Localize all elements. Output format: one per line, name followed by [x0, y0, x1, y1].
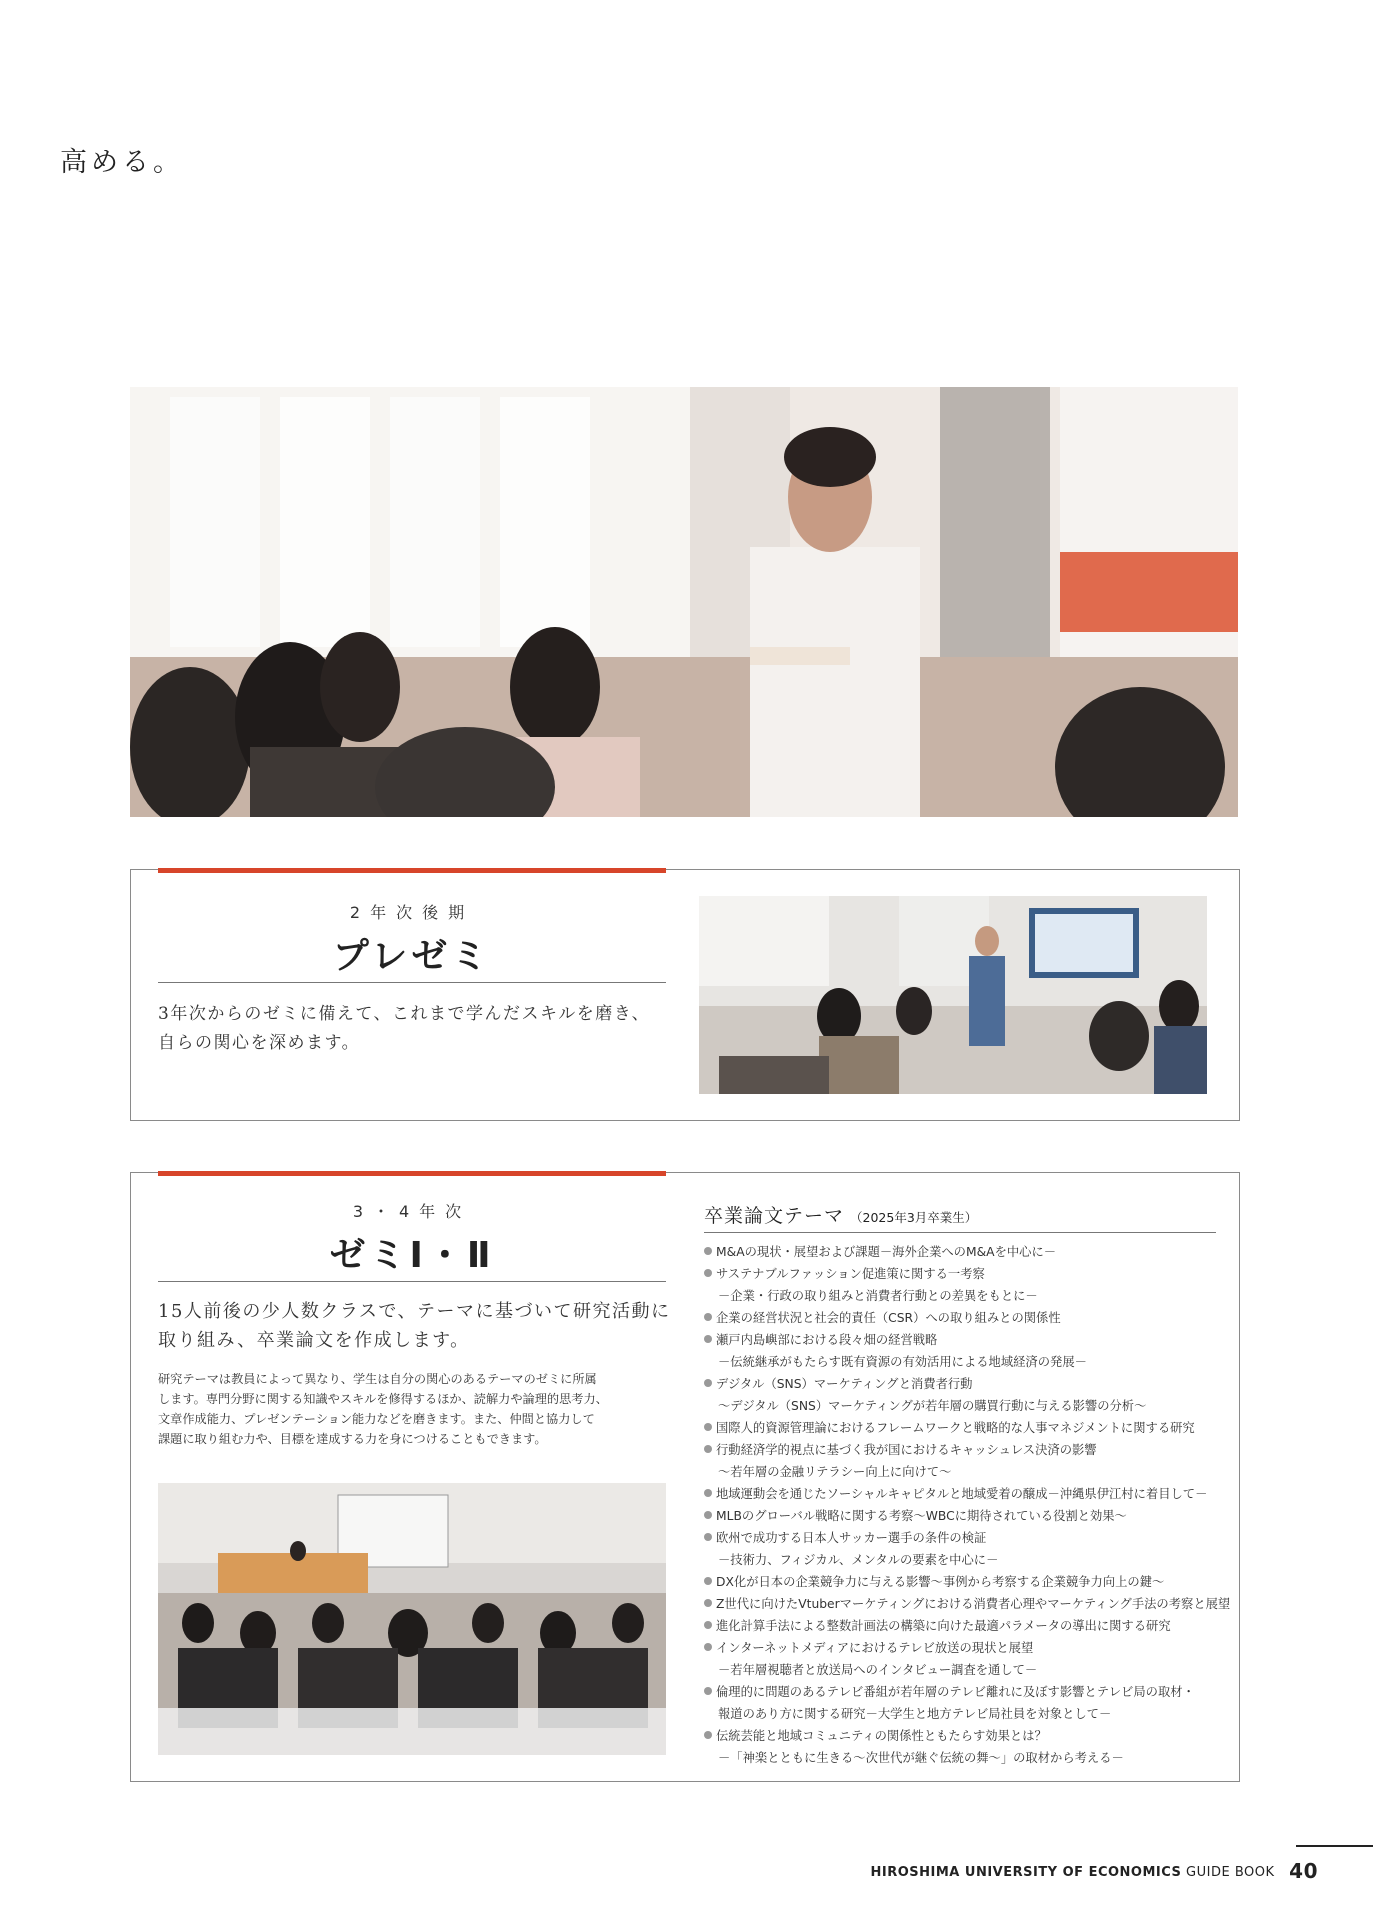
- seminar-photo: [158, 1483, 666, 1755]
- lead-line: 3年次からのゼミに備えて、これまで学んだスキルを磨き、: [158, 1004, 651, 1024]
- thesis-item: [704, 1527, 1216, 1571]
- thesis-item: [704, 1439, 1216, 1483]
- footer-rule: [1296, 1845, 1373, 1847]
- thesis-title: 伝統芸能と地域コミュニティの関係性ともたらす効果とは？: [716, 1729, 1047, 1743]
- footer-guide-book: GUIDE BOOK: [1186, 1865, 1275, 1880]
- thesis-item: [704, 1307, 1216, 1329]
- divider: [158, 1281, 666, 1282]
- thesis-heading: [704, 1201, 1216, 1228]
- thesis-heading-text: 卒業論文テーマ: [704, 1205, 845, 1227]
- seminar-body: [158, 1369, 678, 1449]
- seminar-lead: [158, 1297, 678, 1355]
- thesis-subtitle: －伝統継承がもたらす既有資源の有効活用による地域経済の発展－: [718, 1355, 1087, 1369]
- bullet-icon: [704, 1423, 712, 1431]
- thesis-title: デジタル（SNS）マーケティングと消費者行動: [716, 1377, 973, 1391]
- hero-classroom-photo: [130, 387, 1238, 817]
- bullet-icon: [704, 1599, 712, 1607]
- divider: [704, 1232, 1216, 1233]
- accent-bar: [158, 1171, 666, 1176]
- thesis-title: M&Aの現状・展望および課題－海外企業へのM&Aを中心に－: [716, 1245, 1057, 1259]
- thesis-heading-note: （2025年3月卒業生）: [850, 1210, 978, 1225]
- thesis-title: DX化が日本の企業競争力に与える影響～事例から考察する企業競争力向上の鍵～: [716, 1575, 1165, 1589]
- lead-line: 取り組み、卒業論文を作成します。: [158, 1330, 470, 1351]
- bullet-icon: [704, 1533, 712, 1541]
- pre-seminar-photo: [699, 896, 1207, 1094]
- seminar-year: 3・4年次: [352, 1202, 472, 1221]
- bullet-icon: [704, 1687, 712, 1695]
- thesis-item: [704, 1593, 1231, 1615]
- pre-seminar-title: プレゼミ: [332, 936, 492, 977]
- thesis-item: [704, 1241, 1216, 1263]
- thesis-item: [704, 1725, 1216, 1769]
- thesis-title: サステナブルファッション促進策に関する一考察: [716, 1267, 985, 1281]
- thesis-subtitle: －企業・行政の取り組みと消費者行動との差異をもとに－: [718, 1289, 1038, 1303]
- body-line: 文章作成能力、プレゼンテーション能力などを磨きます。また、仲間と協力して: [158, 1412, 595, 1426]
- thesis-item: [704, 1681, 1216, 1725]
- footer-brand: HIROSHIMA UNIVERSITY OF ECONOMICS: [870, 1865, 1182, 1880]
- body-line: します。専門分野に関する知識やスキルを修得するほか、読解力や論理的思考力、: [158, 1392, 608, 1406]
- pre-seminar-section: [130, 869, 1240, 1121]
- page-footer: [868, 1859, 1318, 1883]
- bullet-icon: [704, 1445, 712, 1453]
- page-number: 40: [1289, 1859, 1318, 1883]
- seminar-section: [130, 1172, 1240, 1782]
- accent-bar: [158, 868, 666, 873]
- thesis-title: 行動経済学的視点に基づく我が国におけるキャッシュレス決済の影響: [716, 1443, 1097, 1457]
- thesis-title: 倫理的に問題のあるテレビ番組が若年層のテレビ離れに及ぼす影響とテレビ局の取材・: [716, 1685, 1195, 1699]
- bullet-icon: [704, 1511, 712, 1519]
- lead-line: 自らの関心を深めます。: [158, 1033, 361, 1053]
- thesis-title: 国際人的資源管理論におけるフレームワークと戦略的な人事マネジメントに関する研究: [716, 1421, 1195, 1435]
- thesis-title: MLBのグローバル戦略に関する考察～WBCに期待されている役割と効果～: [716, 1509, 1127, 1523]
- bullet-icon: [704, 1269, 712, 1277]
- thesis-subtitle: ～デジタル（SNS）マーケティングが若年層の購買行動に与える影響の分析～: [718, 1399, 1147, 1413]
- bullet-icon: [704, 1313, 712, 1321]
- thesis-title: 地域運動会を通じたソーシャルキャピタルと地域愛着の醸成－沖縄県伊江村に着目して－: [716, 1487, 1208, 1501]
- bullet-icon: [704, 1379, 712, 1387]
- thesis-subtitle: 報道のあり方に関する研究－大学生と地方テレビ局社員を対象として－: [718, 1707, 1112, 1721]
- thesis-item: [704, 1373, 1216, 1417]
- thesis-subtitle: －技術力、フィジカル、メンタルの要素を中心に－: [718, 1553, 999, 1567]
- bullet-icon: [704, 1247, 712, 1255]
- thesis-title: 企業の経営状況と社会的責任（CSR）への取り組みとの関係性: [716, 1311, 1061, 1325]
- body-line: 課題に取り組む力や、目標を達成する力を身につけることもできます。: [158, 1432, 547, 1446]
- thesis-title: 進化計算手法による整数計画法の構築に向けた最適パラメータの導出に関する研究: [716, 1619, 1171, 1633]
- thesis-item: [704, 1483, 1216, 1505]
- bullet-icon: [704, 1731, 712, 1739]
- thesis-item: [704, 1637, 1216, 1681]
- thesis-item: [704, 1263, 1216, 1307]
- divider: [158, 982, 666, 983]
- bullet-icon: [704, 1489, 712, 1497]
- thesis-title: 欧州で成功する日本人サッカー選手の条件の検証: [716, 1531, 987, 1545]
- thesis-item: [704, 1329, 1216, 1373]
- bullet-icon: [704, 1621, 712, 1629]
- page-headline: 高める。: [60, 147, 184, 178]
- seminar-title: ゼミⅠ・Ⅱ: [329, 1235, 495, 1276]
- thesis-title: インターネットメディアにおけるテレビ放送の現状と展望: [716, 1641, 1034, 1655]
- thesis-subtitle: －若年層視聴者と放送局へのインタビュー調査を通して－: [718, 1663, 1038, 1677]
- pre-seminar-lead: [158, 1000, 678, 1058]
- thesis-item: [704, 1417, 1216, 1439]
- thesis-subtitle: ～若年層の金融リテラシー向上に向けて～: [718, 1465, 952, 1479]
- thesis-title: Z世代に向けたVtuberマーケティングにおける消費者心理やマーケティング手法の考察と展望: [716, 1597, 1231, 1611]
- bullet-icon: [704, 1577, 712, 1585]
- thesis-item: [704, 1571, 1216, 1593]
- bullet-icon: [704, 1335, 712, 1343]
- thesis-title: 瀬戸内島嶼部における段々畑の経営戦略: [716, 1333, 938, 1347]
- thesis-list: [704, 1241, 1231, 1769]
- pre-seminar-year: 2年次後期: [349, 903, 475, 922]
- body-line: 研究テーマは教員によって異なり、学生は自分の関心のあるテーマのゼミに所属: [158, 1372, 597, 1386]
- thesis-item: [704, 1615, 1216, 1637]
- thesis-subtitle: －「神楽とともに生きる～次世代が継ぐ伝統の舞～」の取材から考える－: [718, 1751, 1124, 1765]
- lead-line: 15人前後の少人数クラスで、テーマに基づいて研究活動に: [158, 1301, 671, 1322]
- thesis-item: [704, 1505, 1216, 1527]
- bullet-icon: [704, 1643, 712, 1651]
